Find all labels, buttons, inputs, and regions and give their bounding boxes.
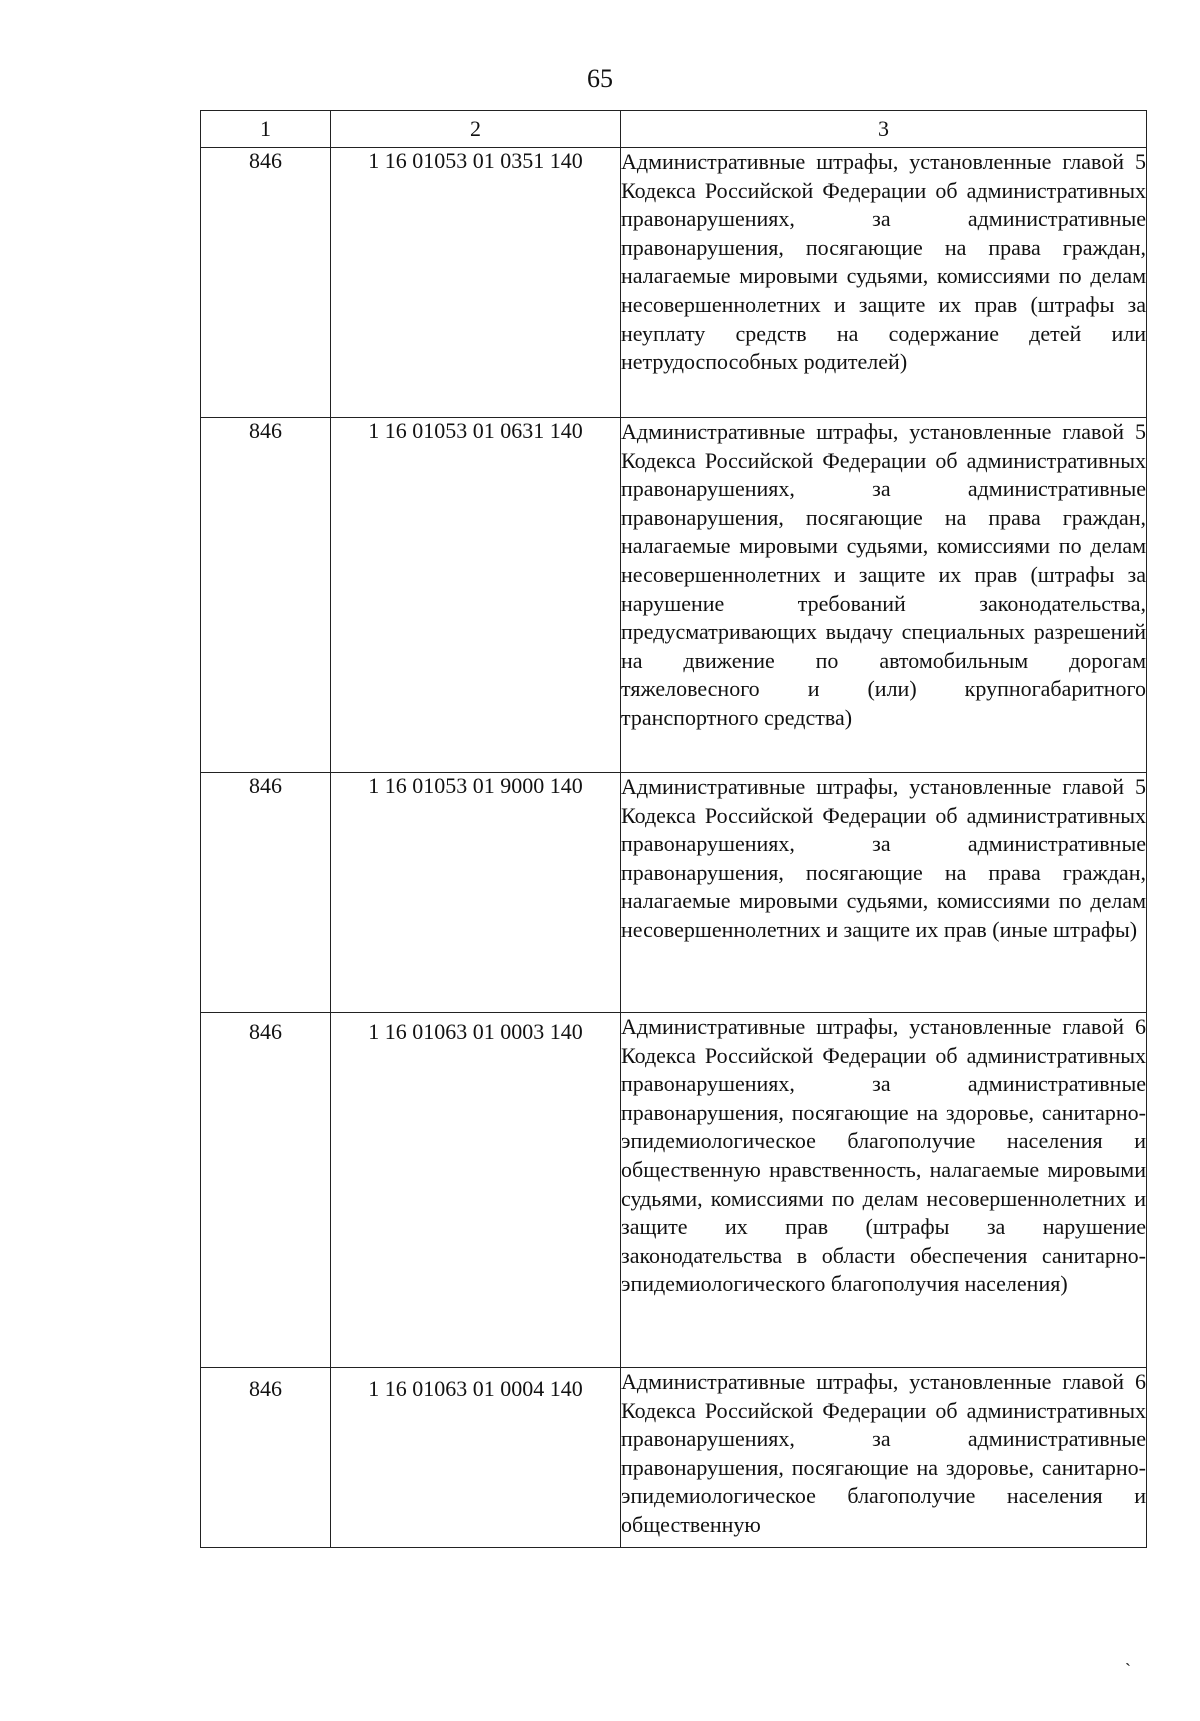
admin-code-cell: 846 (201, 1368, 331, 1548)
table-row (201, 1013, 1147, 1368)
budget-code-cell: 1 16 01053 01 0351 140 (331, 148, 621, 418)
column-header-2: 2 (331, 111, 621, 148)
description-cell: Административные штрафы, установленные главой 5 Кодекса Российской Федерации об административных правонарушениях, за административные правонарушения, посягающие на права граждан, налагаемые мировыми судьями, комиссиями по делам несовершеннолетних и защите их прав (иные штрафы) (621, 773, 1147, 1013)
description-cell: Административные штрафы, установленные главой 5 Кодекса Российской Федерации об административных правонарушениях, за административные правонарушения, посягающие на права граждан, налагаемые мировыми судьями, комиссиями по делам несовершеннолетних и защите их прав (штрафы за неуплату средств на содержание детей или нетрудоспособных родителей) (621, 148, 1147, 418)
table-header-row (201, 111, 1147, 148)
budget-codes-table (200, 110, 1147, 1548)
scan-mark: ` (1125, 1660, 1131, 1680)
table-row (201, 1368, 1147, 1548)
column-header-1: 1 (201, 111, 331, 148)
description-cell: Административные штрафы, установленные главой 6 Кодекса Российской Федерации об административных правонарушениях, за административные правонарушения, посягающие на здоровье, санитарно-эпидемиологическое благополучие населения и общественную (621, 1368, 1147, 1548)
table-row (201, 418, 1147, 773)
admin-code-cell: 846 (201, 418, 331, 773)
budget-code-cell: 1 16 01063 01 0004 140 (331, 1368, 621, 1548)
table-row (201, 148, 1147, 418)
admin-code-cell: 846 (201, 773, 331, 1013)
admin-code-cell: 846 (201, 1013, 331, 1368)
budget-code-cell: 1 16 01053 01 9000 140 (331, 773, 621, 1013)
page-number: 65 (587, 64, 613, 93)
admin-code-cell: 846 (201, 148, 331, 418)
budget-code-cell: 1 16 01053 01 0631 140 (331, 418, 621, 773)
description-cell: Административные штрафы, установленные главой 5 Кодекса Российской Федерации об административных правонарушениях, за административные правонарушения, посягающие на права граждан, налагаемые мировыми судьями, комиссиями по делам несовершеннолетних и защите их прав (штрафы за нарушение требований законодательства, предусматривающих выдачу специальных разрешений на движение по автомобильным дорогам тяжеловесного и (или) крупногабаритного транспортного средства) (621, 418, 1147, 773)
table-row (201, 773, 1147, 1013)
column-header-3: 3 (621, 111, 1147, 148)
budget-code-cell: 1 16 01063 01 0003 140 (331, 1013, 621, 1368)
description-cell: Административные штрафы, установленные главой 6 Кодекса Российской Федерации об административных правонарушениях, за административные правонарушения, посягающие на здоровье, санитарно-эпидемиологическое благополучие населения и общественную нравственность, налагаемые мировыми судьями, комиссиями по делам несовершеннолетних и защите их прав (штрафы за нарушение законодательства в области обеспечения санитарно-эпидемиологического благополучия населения) (621, 1013, 1147, 1368)
